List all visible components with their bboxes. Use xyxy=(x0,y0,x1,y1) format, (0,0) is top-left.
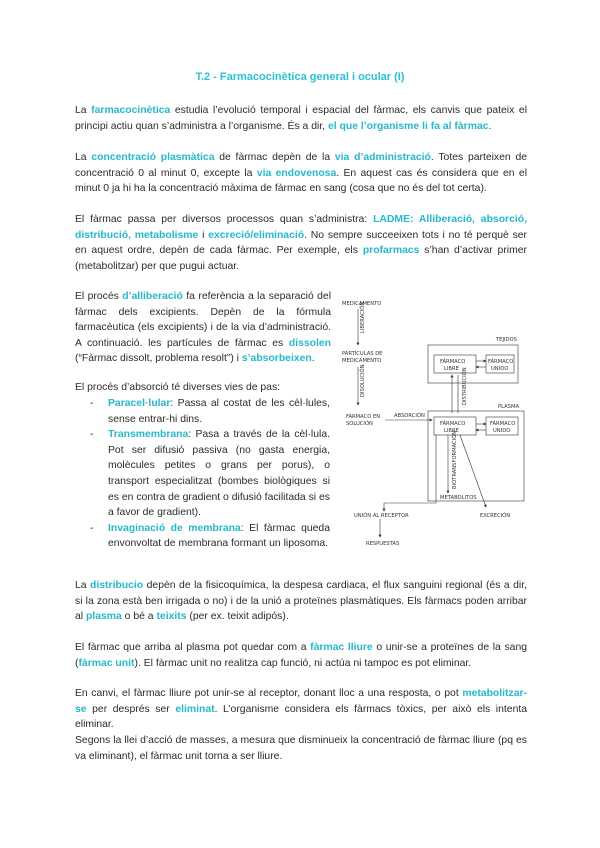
label-libre-p-2: LIBRE xyxy=(444,428,459,434)
label-liberacion: LIBERACIÓN xyxy=(360,301,366,333)
absorption-routes-list xyxy=(90,396,330,552)
term-concentracio: concentració plasmàtica xyxy=(91,152,215,163)
label-union-receptor: UNIÓN AL RECEPTOR xyxy=(354,513,409,519)
label-unido-p-1: FÁRMACO xyxy=(490,421,516,427)
list-item: - Transmembrana: Pasa a través de la cèl·lula. Pot ser difusió passiva (no gasta energia, molècules petites o grans per porus), o transport especialitzat (bombes biològiques si es en contra de gradient o difusió facilitada si es a favor de gradient). xyxy=(90,429,330,519)
paragraph-farmacocinetica: La farmacocinètica estudia l’evolució temporal i espacial del fàrmac, els canvis que pateix el principi actiu quan s’administra a l’organisme. És a dir, el que l’organisme li fa al fàrmac. xyxy=(75,105,528,132)
paragraph-farmac-lliure: El fàrmac que arriba al plasma pot quedar com a fàrmac lliure o unir-se a proteïnes de la sang (fàrmac unit). El fàrmac unit no realitza cap funció, ni actúa ni tampoc es pot eliminar. xyxy=(75,642,528,669)
term-ladme: LADME: Alliberació, absorció, distribució, metabolisme xyxy=(75,214,527,241)
term-paracellular: Paracel·lular xyxy=(108,398,171,409)
label-medicamento: MEDICAMENTO xyxy=(342,301,382,307)
paragraph-concentracio: La concentració plasmàtica de fàrmac depèn de la via d’administració. Totes parteixen de concentració 0 al minut 0, excepte la via endovenosa. En aquest cas és considera que en el minut 0 ja hi ha la concentració màxima de fàrmac en sang (cosa que no és del tot certa). xyxy=(75,152,528,195)
term-organisme: el que l’organisme li fa al fàrmac xyxy=(327,120,489,132)
term-alliberacio: d’alliberació xyxy=(122,291,183,302)
term-teixits: teixits xyxy=(156,611,187,623)
term-eliminat: eliminat xyxy=(175,703,215,715)
label-biotransformacion: BIOTRANSFORMACIÓN xyxy=(452,430,458,489)
term-farmacocinetica: farmacocinètica xyxy=(91,105,171,116)
label-distribucion: DISTRIBUCIÓN xyxy=(462,367,468,405)
term-via-endovenosa: via endovenosa xyxy=(256,167,337,179)
term-farmac-unit: fàrmac unit xyxy=(78,657,135,669)
label-absorcion: ABSORCIÓN xyxy=(394,413,425,419)
label-libre-p-1: FÁRMACO xyxy=(440,421,466,427)
label-tejidos: TEJIDOS xyxy=(496,337,517,343)
label-farmaco-solucion-1: FÁRMACO EN xyxy=(346,414,381,420)
term-excrecio: excreció/eliminació xyxy=(208,229,305,241)
paragraph-distribucio: La distribucio depèn de la fisicoquímica, la despesa cardiaca, el flux sanguini regional (és a dir, si la zona està ben irrigada o no) i de la unió a proteïnes plasmàtiques. Els fàrmacs poden arribar al plasma o bé a teixits (per ex. teixit adipós). xyxy=(75,580,527,623)
term-absorbeixen: s’absorbeixen xyxy=(241,353,312,365)
term-plasma: plasma xyxy=(85,611,122,623)
paragraph-accio-masses: Segons la llei d’acció de masses, a mesura que disminueix la concentració de fàrmac lliure (pq es va eliminant), el fàrmac unit torna a ser lliure. xyxy=(75,735,527,762)
label-excrecion: EXCRECIÓN xyxy=(480,513,511,519)
list-item: - Paracel·lular: Passa al costat de les cèl·lules, sense entrar-hi dins. xyxy=(90,398,330,425)
label-libre-t-2: LIBRE xyxy=(444,366,459,372)
page-title: T.2 - Farmacocinètica general i ocular (I) xyxy=(195,71,405,83)
label-particulas-2: MEDICAMENTO xyxy=(342,358,382,364)
label-metabolitos: METABOLITOS xyxy=(440,495,477,501)
term-profarmacs: profarmacs xyxy=(362,245,420,257)
label-libre-t-1: FÁRMACO xyxy=(440,359,466,365)
label-plasma: PLASMA xyxy=(498,404,520,410)
paragraph-absorcio: El procés d’absorció té diverses vies de pas: xyxy=(75,382,281,393)
paragraph-alliberacio: El procés d’alliberació fa referència a la separació del fàrmac dels excipients. Depèn de la fórmula farmacèutica (els excipients) i de la via d’administració. A continuació. les partícules de fàrmac es dissolen (“Fàrmac dissolt, problema resolt”) i s’absorbeixen. xyxy=(75,291,331,365)
paragraph-metabolitzar: En canvi, el fàrmac lliure pot unir-se al receptor, donant lloc a una resposta, o pot metabolitzar-se per després ser eliminat. L’organisme considera els fàrmacs tòxics, per això els intenta eliminar. xyxy=(75,688,528,731)
label-particulas-1: PARTÍCULAS DE xyxy=(342,351,383,357)
term-metabolitzar: metabolitzar-se xyxy=(75,688,527,715)
label-unido-p-2: UNIDO xyxy=(493,428,511,434)
label-unido-t-2: UNIDO xyxy=(491,366,509,372)
label-farmaco-solucion-2: SOLUCIÓN xyxy=(346,421,373,427)
paragraph-ladme: El fàrmac passa per diversos processos quan s’administra: LADME: Alliberació, absorció, distribució, metabolisme i excreció/eliminació. No sempre succeeixen tots i no té perquè ser en aquest ordre, depèn de cada fàrmac. Per exemple, els profarmacs s’han d’activar primer (metabolitzar) per que pugui actuar. xyxy=(75,214,528,272)
term-transmembrana: Transmembrana xyxy=(108,429,189,441)
label-respuestas: RESPUESTAS xyxy=(366,541,400,547)
list-item: - Invaginació de membrana: El fàrmac queda envonvoltat de membrana formant un liposoma. xyxy=(90,522,330,550)
term-distribucio: distribucio xyxy=(90,580,144,591)
ladme-diagram xyxy=(340,293,530,551)
label-unido-t-1: FÁRMACO xyxy=(488,359,514,365)
term-via-administracio: via d’administració xyxy=(334,152,431,163)
term-farmac-lliure: fàrmac lliure xyxy=(310,642,373,653)
term-invaginacio: Invaginació de membrana xyxy=(108,522,241,534)
term-dissolen: dissolen xyxy=(288,337,331,349)
label-disolucion: DISOLUCIÓN xyxy=(360,364,366,397)
